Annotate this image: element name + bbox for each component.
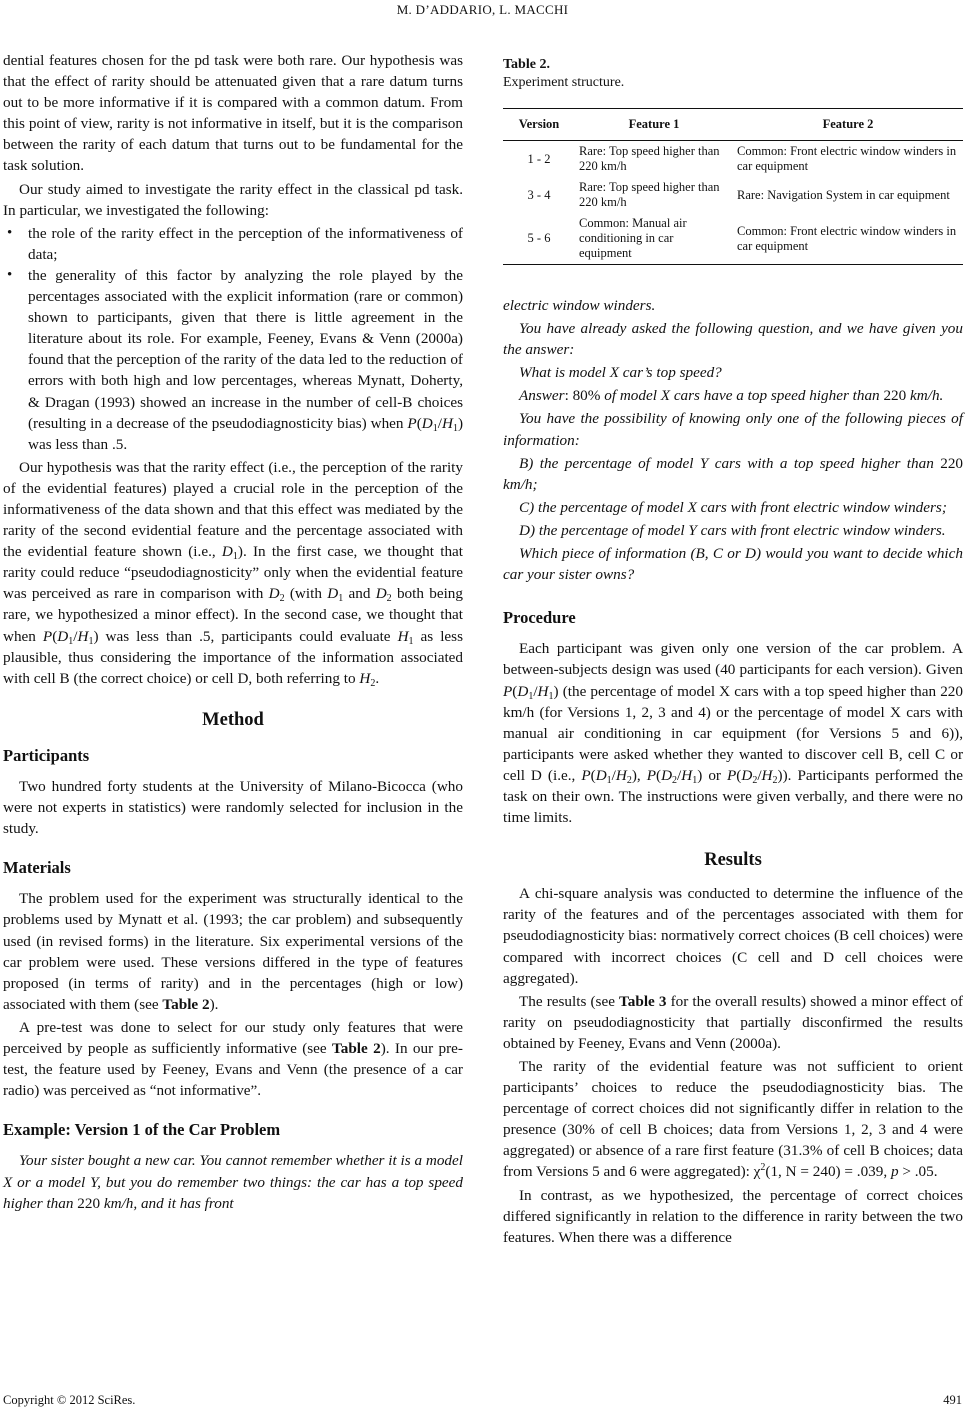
- example-continuation: electric window winders.: [503, 297, 656, 314]
- list-item: • the generality of this factor by analyzing the role played by the percentages associated with the explicit information (rare or common) shown to participants, given that there is little agreement in the literature about its role. For example, Feeney, Evans & Venn (2000a) found that the perception of the rarity of the data led to the reduction of errors with both high and low percentages, whereas Mynatt, Doherty, & Dragan (1993) showed an increase in the number of cell-B choices (resulting in a decrease of the pseudodiagnosticity bias) when $P(D_1/H_1)$ was less than .5.: [3, 265, 463, 455]
- results-text-1: A chi-square analysis was conducted to determine the influence of the rarity of the features and of the percentages associated with them for pseudodiagnosticity bias: normatively correct choices (B cell choices) were compared with incorrect choices (C cell and D cell choices were aggregated).: [503, 885, 963, 987]
- table-header-row: [503, 109, 963, 141]
- table-row: [503, 141, 963, 178]
- pretest-text: A pre-test was done to select for our study only features that were perceived by people as sufficiently informative (see Table 2). In our pre-test, the feature used by Feeney, Evans and Venn (the presence of a car radio) was perceived as “not informative”.: [3, 1018, 463, 1100]
- table-cell: Common: Front electric window winders in car equipment: [737, 223, 957, 253]
- procedure-heading: Procedure: [503, 608, 576, 628]
- table-cell: Rare: Navigation System in car equipment: [737, 187, 950, 202]
- option-b: B) the percentage of model Y cars with a top speed higher than 220 km/h;: [503, 454, 963, 493]
- results-text-2: The results (see Table 3 for the overall results) showed a minor effect of rarity on pseudodiagnosticity that partially disconfirmed the results obtained by Feeney, Evans and Venn (2000a).: [503, 992, 963, 1052]
- example-text: Your sister bought a new car. You cannot remember whether it is a model X or a model Y, but you do remember two things: the car has a top speed higher than 220 km/h, and it has front: [3, 1152, 463, 1212]
- intro-continuation: dential features chosen for the pd task were both rare. Our hypothesis was that the effect of rarity should be attenuated given that a rare datum turns out to be more informative if it is compared with a common datum. From this point of view, rarity is not informative in itself, but it is the comparison between the rarity of each datum that turns out to be fundamental for the task solution.: [3, 52, 463, 175]
- left-column: [3, 50, 463, 1216]
- materials-text: The problem used for the experiment was structurally identical to the problems used by Mynatt et al. (1993; the car problem) and subsequently used (in revised forms) in the literature. Six experimental versions of the car problem were used. These versions differed in the type of features proposed (in terms of rarity) and in the percentages (high or low) associated with them (see Table 2).: [3, 890, 463, 1013]
- procedure-text: Each participant was given only one version of the car problem. A between-subjects design was used (40 participants for each version). Given $P(D_1/H_1)$ (the percentage of model X cars with a top speed higher than 220 km/h (for Versions 1, 2, 3 and 4) or the percentage of model X cars with manual air conditioning in car equipment (for Versions 5 and 6)), participants were asked whether they wanted to discover cell B, cell C or cell D (i.e., $P(D_1/H_2)$, $P(D_2/H_1)$ or $P(D_2/H_2)$). Participants performed the task on their own. The instructions were given verbally, and there were no time limits.: [503, 640, 963, 827]
- experiment-table: [503, 108, 963, 265]
- table-cell: 5 - 6: [527, 231, 551, 245]
- table-caption-title: Table 2.: [503, 57, 550, 72]
- column-header: Version: [518, 117, 560, 131]
- table-cell: Rare: Top speed higher than 220 km/h: [579, 144, 720, 173]
- materials-heading: Materials: [3, 858, 71, 878]
- method-heading: Method: [202, 709, 264, 730]
- table-cell: Rare: Top speed higher than 220 km/h: [579, 180, 720, 209]
- results-text-3: The rarity of the evidential feature was not sufficient to orient participants’ choices to reduce the pseudodiagnosticity bias. The percentage of correct choices did not significantly differ in relation to the presence (30% of cell B choices; data from Versions 1, 2, 3 and 4 were aggregated) or absence of a rare first feature (31.3% of cell B choices; data from Versions 5 and 6 were aggregated): $\chi^2(1$, N = 240) = .039, p > .05.: [503, 1058, 963, 1181]
- list-item: [3, 223, 463, 265]
- which-question: Which piece of information (B, C or D) would you want to decide which car your sister owns?: [503, 545, 963, 584]
- bullet-2-end: was less than .5.: [28, 435, 128, 453]
- answer-text: Answer: 80% of model X cars have a top speed higher than 220 km/h.: [519, 387, 944, 405]
- example-heading: Example: Version 1 of the Car Problem: [3, 1120, 281, 1140]
- table-row: [503, 213, 963, 265]
- running-head: M. D’ADDARIO, L. MACCHI: [396, 2, 569, 17]
- bullet-1-text: the role of the rarity effect in the perception of the informativeness of data;: [28, 224, 463, 263]
- bullet-2-text: the generality of this factor by analyzing the role played by the percentages associated with the explicit information (rare or common) shown to participants, given that there is little agreement in the literature about its role. For example, Feeney, Evans & Venn (2000a) found that the perception of the rarity of the data led to the reduction of errors with both high and low percentages, whereas Mynatt, Doherty, & Dragan (1993) showed an increase in the number of cell-B choices (resulting in a decrease of the pseudodiagnosticity bias) when: [28, 266, 463, 432]
- page-number: 491: [943, 1393, 962, 1407]
- option-d: D) the percentage of model Y cars with front electric window winders.: [519, 521, 946, 539]
- participants-heading: Participants: [3, 745, 90, 765]
- right-column: [503, 56, 963, 1250]
- table-3-ref[interactable]: Table 3: [619, 992, 667, 1010]
- possibility-text: You have the possibility of knowing only one of the following pieces of information:: [503, 410, 963, 449]
- results-text-4: In contrast, as we hypothesized, the percentage of correct choices differed significantly in relation to the difference in rarity between the two features. When there was a difference: [503, 1186, 963, 1246]
- question-intro: You have already asked the following question, and we have given you the answer:: [503, 320, 963, 359]
- table-cell: 1 - 2: [527, 151, 551, 166]
- results-heading: Results: [704, 850, 762, 871]
- column-header: Feature 1: [628, 117, 680, 131]
- hypothesis-paragraph: Our hypothesis was that the rarity effect (i.e., the perception of the rarity of the evidential features) played a crucial role in the perception of the informativeness of the data shown and that this effect was mediated by the rarity of the second evidential feature and the percentage associated with the evidential feature shown (i.e., $D_1$). In the first case, we thought that rarity could reduce “pseudodiagnosticity” only when the evidential feature was perceived as rare in comparison with $D_2$ (with $D_1$ and $D_2$ both being rare, we hypothesized a minor effect). In the second case, we thought that when $P(D_1/H_1)$ was less than .5, participants could evaluate $H_1$ as less plausible, thus considering the importance of the information associated with cell B (the correct choice) or cell D, both referring to $H_2$.: [3, 458, 463, 689]
- aim-paragraph: Our study aimed to investigate the rarity effect in the classical pd task. In particular, we investigated the following:: [3, 180, 463, 219]
- option-c: C) the percentage of model X cars with front electric window winders;: [519, 498, 947, 516]
- participants-text: Two hundred forty students at the University of Milano-Bicocca (who were not experts in statistics) were randomly selected for inclusion in the study.: [3, 778, 463, 838]
- copyright-notice: Copyright © 2012 SciRes.: [3, 1393, 136, 1407]
- table-cell: Common: Front electric window winders in car equipment: [737, 144, 957, 173]
- table-row: [503, 177, 963, 213]
- column-header: Feature 2: [822, 117, 874, 131]
- table-2-ref[interactable]: Table 2: [162, 995, 210, 1013]
- table-2-ref[interactable]: Table 2: [332, 1040, 381, 1058]
- table-caption-text: Experiment structure.: [503, 75, 625, 90]
- aims-list: [3, 223, 463, 455]
- table-cell: 3 - 4: [527, 187, 551, 202]
- question-text: What is model X car’s top speed?: [519, 364, 722, 382]
- table-cell: Common: Manual air conditioning in car equipment: [579, 216, 687, 260]
